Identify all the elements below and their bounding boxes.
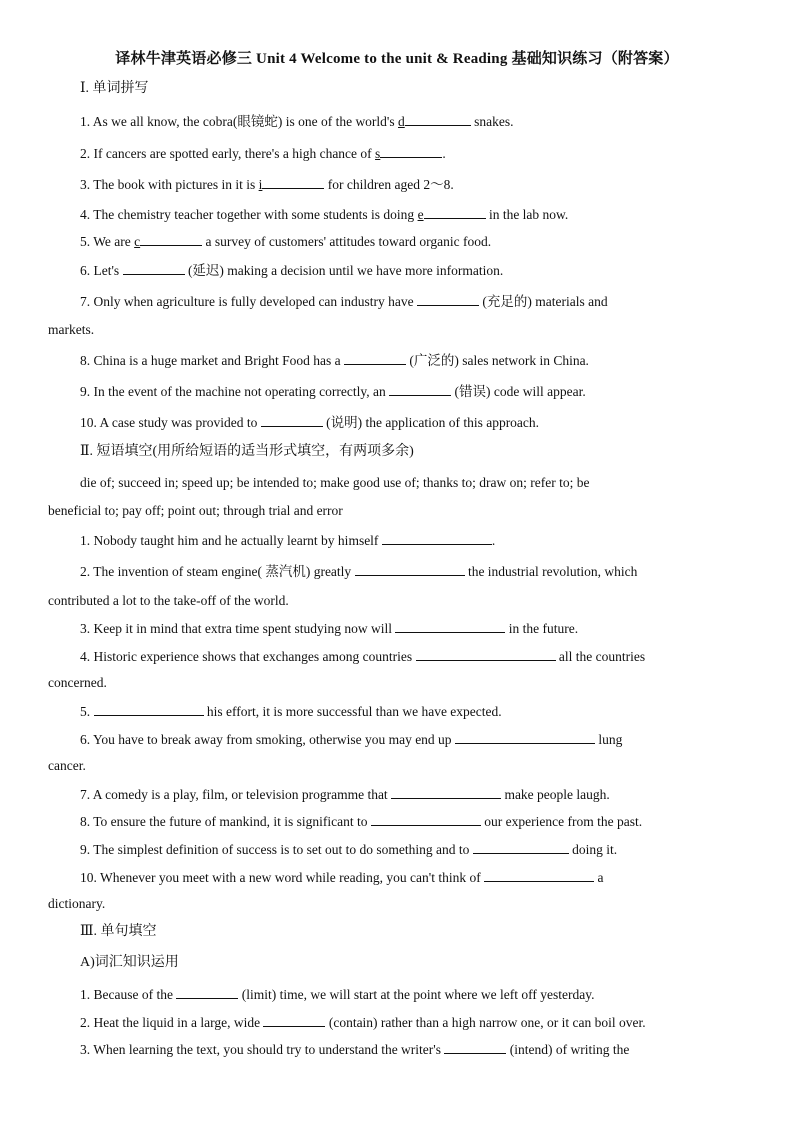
section-1-heading: Ⅰ. 单词拼写	[80, 81, 149, 96]
question-2-7: 7. A comedy is a play, film, or television programme that make people laugh.	[80, 787, 610, 802]
question-1-8: 8. China is a huge market and Bright Food has a (广泛的) sales network in China.	[80, 353, 589, 368]
question-2-2: 2. The invention of steam engine( 蒸汽机) greatly the industrial revolution, which	[80, 564, 638, 579]
question-2-5: 5. his effort, it is more successful than we have expected.	[80, 704, 502, 719]
question-3-1: 1. Because of the (limit) time, we will start at the point where we left off yesterday.	[80, 987, 595, 1002]
question-2-8: 8. To ensure the future of mankind, it is significant to our experience from the past.	[80, 814, 643, 829]
question-2-1: 1. Nobody taught him and he actually learnt by himself .	[80, 533, 496, 548]
question-1-7-cont: markets.	[48, 322, 95, 337]
question-1-6: 6. Let's (延迟) making a decision until we have more information.	[80, 263, 504, 278]
phrase-bank-line-2: beneficial to; pay off; point out; through trial and error	[48, 503, 343, 518]
question-2-9: 9. The simplest definition of success is to set out to do something and to doing it.	[80, 842, 618, 857]
question-1-5: 5. We are c a survey of customers' attitudes toward organic food.	[80, 234, 492, 249]
question-2-4: 4. Historic experience shows that exchanges among countries all the countries	[80, 649, 646, 664]
question-2-10: 10. Whenever you meet with a new word while reading, you can't think of a	[80, 870, 604, 885]
section-3-subheading: A)词汇知识运用	[80, 955, 179, 970]
section-2-heading: Ⅱ. 短语填空(用所给短语的适当形式填空，有两项多余)	[80, 444, 414, 459]
question-1-9: 9. In the event of the machine not operating correctly, an (错误) code will appear.	[80, 384, 586, 399]
question-2-4-cont: concerned.	[48, 675, 107, 690]
question-1-4: 4. The chemistry teacher together with some students is doing e in the lab now.	[80, 207, 569, 222]
question-1-2: 2. If cancers are spotted early, there's a high chance of s .	[80, 146, 446, 161]
question-2-10-cont: dictionary.	[48, 896, 106, 911]
question-2-6-cont: cancer.	[48, 758, 86, 773]
section-3-heading: Ⅲ. 单句填空	[80, 924, 157, 939]
document-title: 译林牛津英语必修三 Unit 4 Welcome to the unit & Reading 基础知识练习（附答案）	[115, 51, 679, 67]
question-3-2: 2. Heat the liquid in a large, wide (contain) rather than a high narrow one, or it can boil over.	[80, 1015, 646, 1030]
question-1-10: 10. A case study was provided to (说明) the application of this approach.	[80, 415, 540, 430]
question-1-3: 3. The book with pictures in it is i for children aged 2～8.	[80, 177, 454, 192]
question-1-7: 7. Only when agriculture is fully developed can industry have (充足的) materials and	[80, 294, 608, 309]
question-1-1: 1. As we all know, the cobra(眼镜蛇) is one of the world's d snakes.	[80, 114, 514, 129]
question-3-3: 3. When learning the text, you should try to understand the writer's (intend) of writing the	[80, 1042, 630, 1057]
phrase-bank-line-1: die of; succeed in; speed up; be intended to; make good use of; thanks to; draw on; refer to; be	[80, 475, 590, 490]
question-2-3: 3. Keep it in mind that extra time spent studying now will in the future.	[80, 621, 579, 636]
question-2-2-cont: contributed a lot to the take-off of the world.	[48, 593, 289, 608]
question-2-6: 6. You have to break away from smoking, otherwise you may end up lung	[80, 732, 623, 747]
